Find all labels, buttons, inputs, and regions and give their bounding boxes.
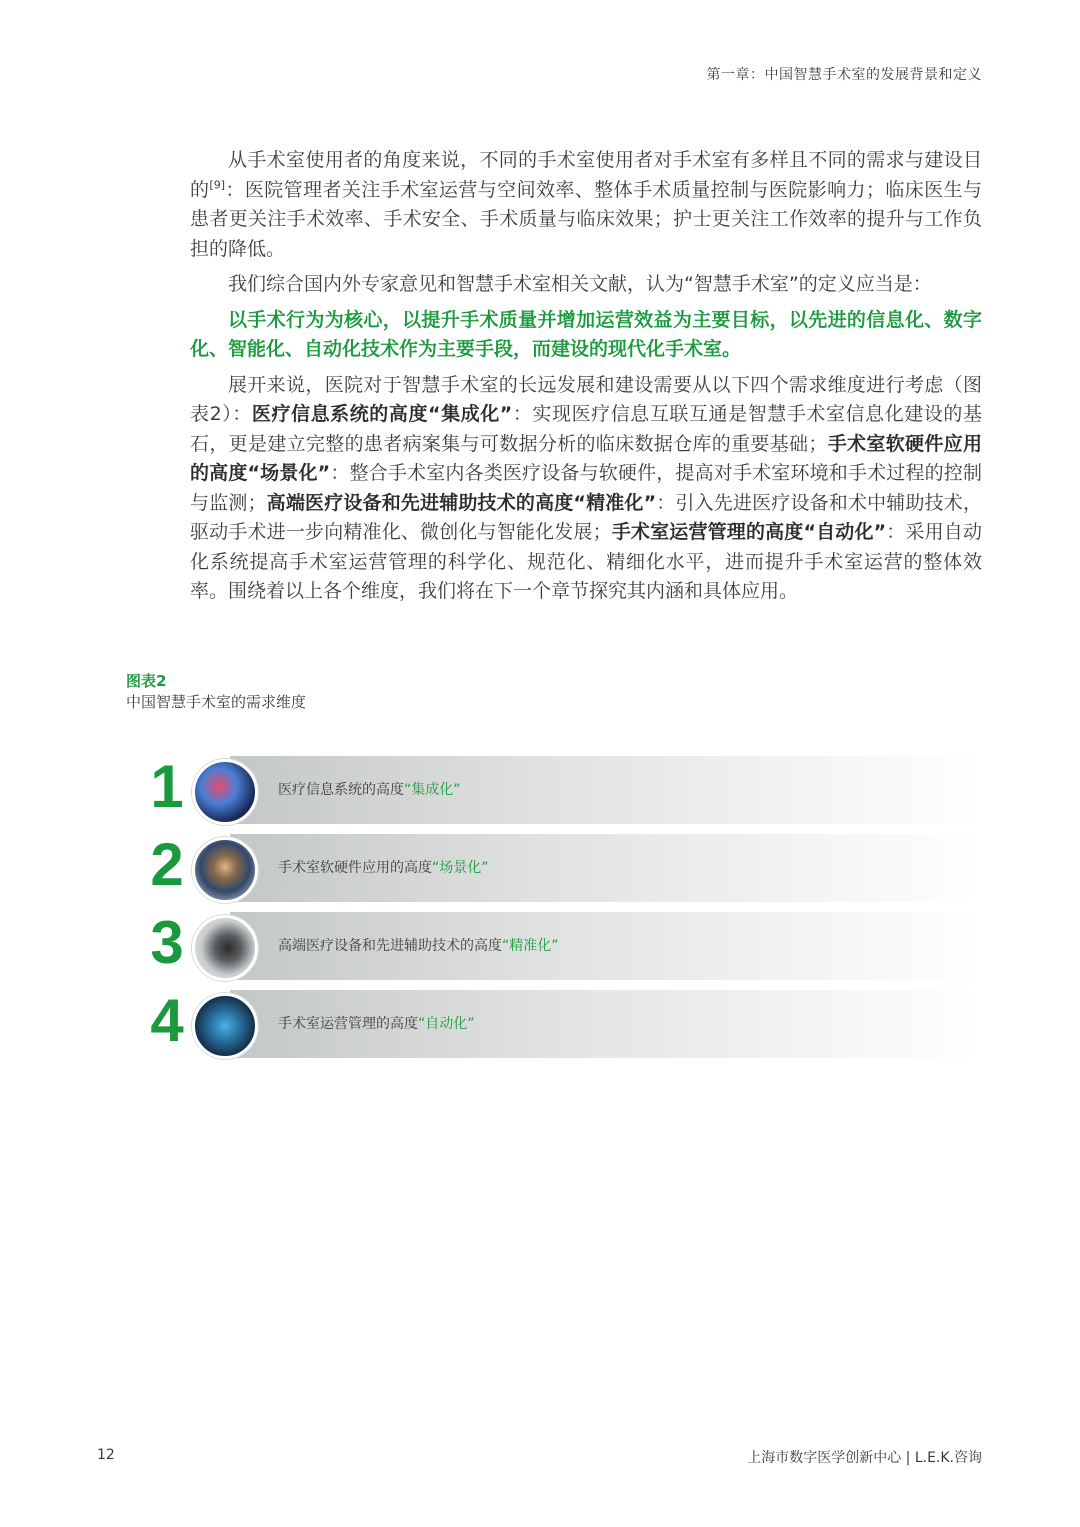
dimension-4-term: 手术室运营管理的高度“自动化” [611,521,887,543]
page-number: 12 [97,1447,115,1463]
dimension-label [278,1013,475,1033]
dimension-number: 3 [150,909,184,976]
reference-mark[interactable]: [9] [209,178,226,192]
dashboard-photo [192,993,258,1059]
paragraph-definition-intro: 我们综合国内外专家意见和智慧手术室相关文献，认为“智慧手术室”的定义应当是： [228,273,932,295]
dimension-label-prefix: 手术室软硬件应用的高度 [278,860,432,876]
dimension-number: 2 [150,831,184,898]
paragraph-text: ：整合手术室内各类医疗设备与软硬件，提高对手术室环境和手术过程的控制与监测； [190,462,982,514]
paragraph-dimensions [190,371,982,607]
dimension-label-accent: “自动化” [418,1016,475,1032]
dimension-label-prefix: 手术室运营管理的高度 [278,1016,418,1032]
figure-title: 中国智慧手术室的需求维度 [126,693,307,711]
dimension-1-term: 医疗信息系统的高度“集成化” [251,403,513,425]
paragraph-text: 展开来说，医院对于智慧手术室的长远发展和建设需要从以下四个需求维度进行考虑（图表2）： [190,373,982,425]
dimension-2-term: 手术室软硬件应用的高度“场景化” [190,432,982,484]
dimension-label [278,857,489,877]
paragraph-user-perspective [190,146,982,264]
figure-label: 图表2 [126,672,167,690]
dimension-label-accent: “精准化” [502,938,559,954]
paragraph-text: ：实现医疗信息互联互通是智慧手术室信息化建设的基石，更是建立完整的患者病案集与可数据分析的临床数据仓库的重要基础； [190,403,982,455]
dimension-label [278,935,559,955]
body-text [190,146,982,613]
dimension-3-term: 高端医疗设备和先进辅助技术的高度“精准化” [266,491,657,514]
dimension-label-accent: “场景化” [432,860,489,876]
dimension-item [140,987,980,1068]
dimension-label-accent: “集成化” [404,782,461,798]
server-lights-photo [192,759,258,825]
dimension-item [140,753,980,834]
footer-organization: 上海市数字医学创新中心 | L.E.K.咨询 [747,1450,982,1466]
dimension-number: 1 [150,753,184,820]
dimension-item [140,909,980,990]
dimension-list [140,753,980,1068]
paragraph-text: 从手术室使用者的角度来说，不同的手术室使用者对手术室有多样且不同的需求与建设目的 [190,149,982,201]
dimension-label [278,779,461,799]
paragraph-text: ：采用自动化系统提高手术室运营管理的科学化、规范化、精细化水平，进而提升手术室运营的整体效率。围绕着以上各个维度，我们将在下一个章节探究其内涵和具体应用。 [190,521,982,602]
definition-statement: 以手术行为为核心，以提升手术质量并增加运营效益为主要目标，以先进的信息化、数字化、智能化、自动化技术作为主要手段，而建设的现代化手术室。 [190,308,982,360]
dimension-label-prefix: 医疗信息系统的高度 [278,782,404,798]
doctor-photo [192,837,258,903]
dimension-number: 4 [150,987,184,1054]
dimension-item [140,831,980,912]
microscope-photo [192,915,258,981]
chapter-header: 第一章：中国智慧手术室的发展背景和定义 [706,67,982,83]
dimension-label-prefix: 高端医疗设备和先进辅助技术的高度 [278,938,502,954]
paragraph-text: ：引入先进医疗设备和术中辅助技术，驱动手术进一步向精准化、微创化与智能化发展； [190,491,982,543]
paragraph-text: ：医院管理者关注手术室运营与空间效率、整体手术质量控制与医院影响力；临床医生与患者更关注手术效率、手术安全、手术质量与临床效果；护士更关注工作效率的提升与工作负担的降低。 [190,178,982,260]
